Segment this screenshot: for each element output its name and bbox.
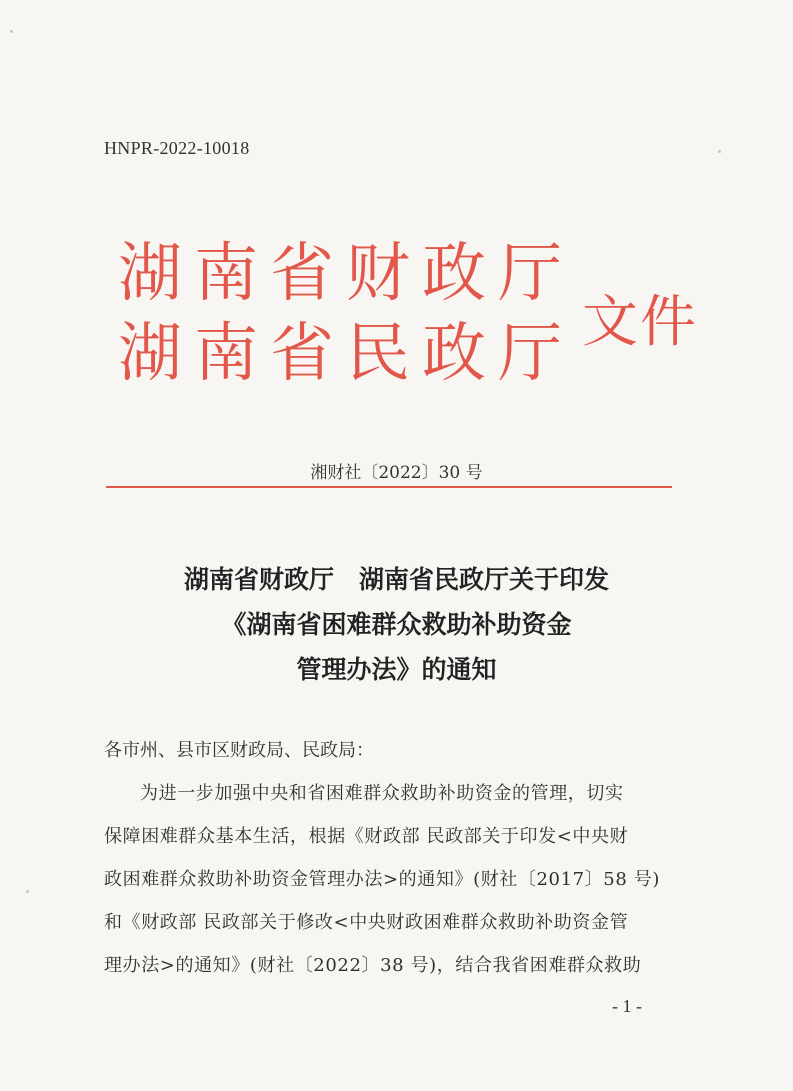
body-line-1: 为进一步加强中央和省困难群众救助补助资金的管理，切实 bbox=[140, 783, 624, 804]
title-line-2: 《湖南省困难群众救助补助资金 bbox=[221, 610, 572, 639]
scan-speck bbox=[718, 150, 721, 153]
body-line-2: 保障困难群众基本生活，根据《财政部 民政部关于印发<中央财 bbox=[104, 826, 629, 847]
issuer-civil-affairs-department: 湖南省民政厅 bbox=[118, 317, 574, 391]
title-line-3: 管理办法》的通知 bbox=[296, 655, 497, 684]
reference-number: 湘财社〔2022〕30 号 bbox=[310, 463, 483, 483]
document-type-label: 文件 bbox=[582, 290, 698, 355]
issuer-finance-department: 湖南省财政厅 bbox=[118, 237, 574, 311]
salutation: 各市州、县市区财政局、民政局： bbox=[104, 740, 374, 761]
body-line-4: 和《财政部 民政部关于修改<中央财政困难群众救助补助资金管 bbox=[104, 912, 629, 933]
document-number: HNPR-2022-10018 bbox=[104, 138, 250, 158]
body-line-5: 理办法>的通知》(财社〔2022〕38 号)，结合我省困难群众救助 bbox=[104, 955, 642, 976]
body-line-3: 政困难群众救助补助资金管理办法>的通知》(财社〔2017〕58 号) bbox=[104, 869, 660, 890]
title-line-1: 湖南省财政厅 湖南省民政厅关于印发 bbox=[183, 565, 609, 594]
red-divider bbox=[106, 486, 672, 488]
scan-speck bbox=[10, 30, 13, 33]
scan-speck bbox=[26, 890, 29, 893]
page-number: - 1 - bbox=[612, 996, 642, 1016]
